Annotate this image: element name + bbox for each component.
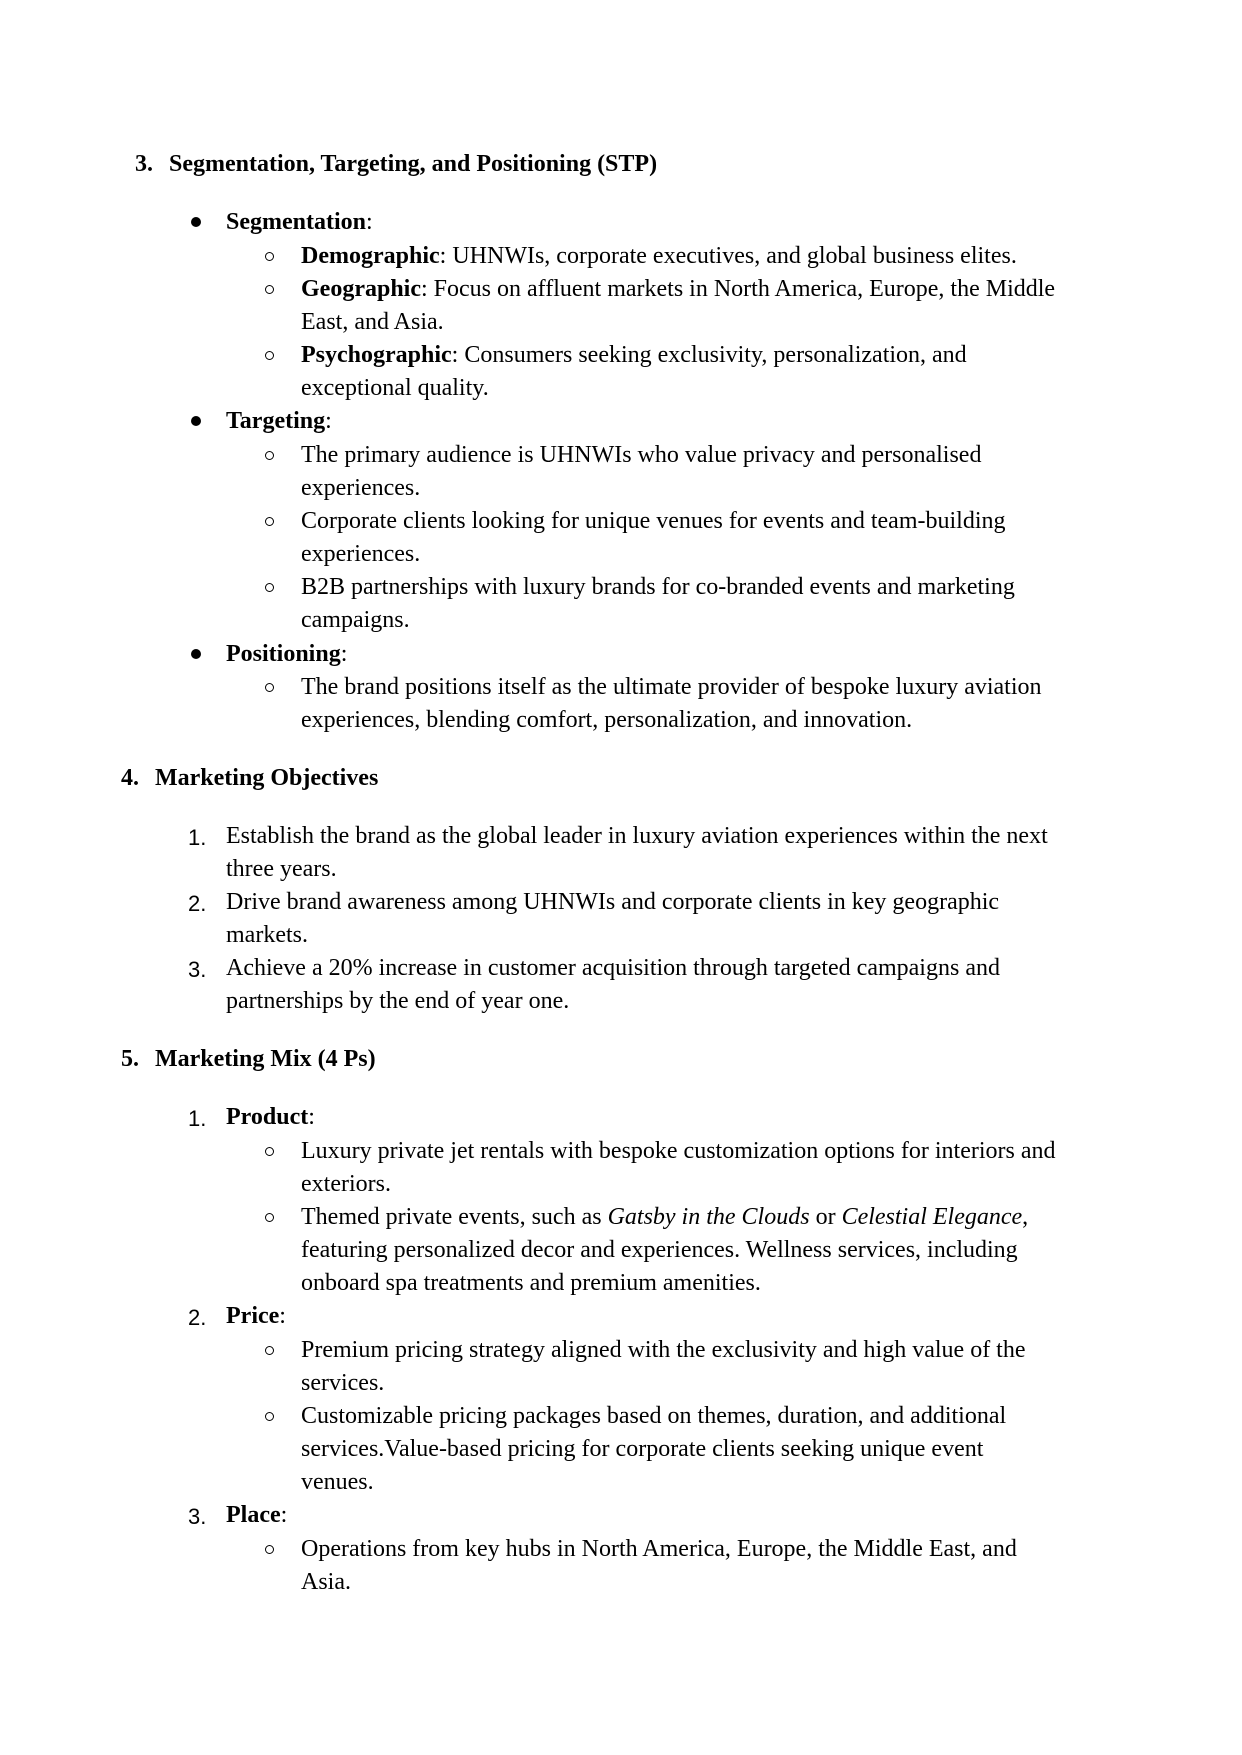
targeting-label: Targeting [226, 408, 326, 434]
product-item-2-pre: Themed private events, such as [301, 1204, 608, 1230]
price-item-2-cont-2: venues. [301, 1469, 374, 1495]
bullet-disc-icon [191, 217, 201, 227]
product-item-2-italic-2: Celestial Elegance [841, 1204, 1023, 1230]
product-item-2-post: , [1022, 1204, 1029, 1230]
section-3-number: 3. [135, 151, 153, 177]
targeting-item-2: Corporate clients looking for unique venues for events and team-building [301, 508, 1006, 534]
geographic-item-cont: East, and Asia. [301, 309, 444, 335]
positioning-label-line [226, 638, 347, 671]
targeting-item-2-cont: experiences. [301, 541, 421, 567]
bullet-circle-icon [265, 1213, 274, 1222]
place-item-1: Operations from key hubs in North America, Europe, the Middle East, and [301, 1536, 1017, 1562]
place-number: 3. [188, 1504, 207, 1529]
product-number: 1. [188, 1106, 207, 1131]
objective-2-cont: markets. [226, 922, 308, 948]
demographic-text: : UHNWIs, corporate executives, and global business elites. [439, 243, 1017, 269]
bullet-disc-icon [191, 416, 201, 426]
section-5-heading [121, 1043, 376, 1076]
section-4-number: 4. [121, 765, 139, 791]
bullet-circle-icon [265, 285, 274, 294]
segmentation-label: Segmentation [226, 209, 366, 235]
product-item-1: Luxury private jet rentals with bespoke customization options for interiors and [301, 1138, 1056, 1164]
bullet-circle-icon [265, 1147, 274, 1156]
product-label-line [226, 1101, 315, 1134]
targeting-item-3-cont: campaigns. [301, 607, 410, 633]
objective-2-number: 2. [188, 891, 207, 916]
geographic-label: Geographic [301, 276, 421, 302]
section-4-title: Marketing Objectives [155, 765, 379, 791]
segmentation-label-line [226, 206, 373, 239]
targeting-label-line [226, 405, 332, 438]
demographic-item [301, 240, 1017, 273]
targeting-item-3: B2B partnerships with luxury brands for co-branded events and marketing [301, 574, 1015, 600]
objective-3-number: 3. [188, 957, 207, 982]
price-item-2-cont: services.Value-based pricing for corporate clients seeking unique event [301, 1436, 984, 1462]
positioning-item-1-cont: experiences, blending comfort, personalization, and innovation. [301, 707, 913, 733]
demographic-label: Demographic [301, 243, 440, 269]
bullet-circle-icon [265, 252, 274, 261]
section-4-heading [121, 762, 378, 795]
price-item-1-cont: services. [301, 1370, 385, 1396]
targeting-item-1-cont: experiences. [301, 475, 421, 501]
bullet-circle-icon [265, 683, 274, 692]
targeting-item-1: The primary audience is UHNWIs who value privacy and personalised [301, 442, 982, 468]
product-label: Product [226, 1104, 309, 1130]
objective-1-cont: three years. [226, 856, 337, 882]
bullet-circle-icon [265, 1412, 274, 1421]
section-3-title: Segmentation, Targeting, and Positioning (STP) [169, 151, 658, 177]
product-item-2-mid: or [809, 1204, 842, 1230]
place-colon: : [280, 1502, 288, 1528]
positioning-label: Positioning [226, 641, 341, 667]
objective-1: Establish the brand as the global leader in luxury aviation experiences within the next [226, 823, 1048, 849]
price-label-line [226, 1300, 286, 1333]
geographic-item [301, 273, 1055, 306]
objective-3: Achieve a 20% increase in customer acquisition through targeted campaigns and [226, 955, 1000, 981]
bullet-circle-icon [265, 351, 274, 360]
bullet-circle-icon [265, 517, 274, 526]
price-colon: : [279, 1303, 286, 1329]
bullet-circle-icon [265, 1545, 274, 1554]
place-label: Place [226, 1502, 281, 1528]
psychographic-item-cont: exceptional quality. [301, 375, 489, 401]
product-item-2-italic-1: Gatsby in the Clouds [607, 1204, 810, 1230]
bullet-circle-icon [265, 451, 274, 460]
bullet-disc-icon [191, 649, 201, 659]
product-colon: : [308, 1104, 315, 1130]
price-label: Price [226, 1303, 280, 1329]
bullet-circle-icon [265, 1346, 274, 1355]
product-item-2-cont-2: onboard spa treatments and premium amenities. [301, 1270, 761, 1296]
section-5-title: Marketing Mix (4 Ps) [155, 1046, 376, 1072]
segmentation-colon: : [366, 209, 373, 235]
psychographic-item [301, 339, 967, 372]
product-item-2-cont: featuring personalized decor and experiences. Wellness services, including [301, 1237, 1018, 1263]
price-item-1: Premium pricing strategy aligned with the exclusivity and high value of the [301, 1337, 1026, 1363]
section-3-heading [135, 148, 657, 181]
price-number: 2. [188, 1305, 207, 1330]
objective-1-number: 1. [188, 825, 207, 850]
price-item-2: Customizable pricing packages based on themes, duration, and additional [301, 1403, 1007, 1429]
objective-2: Drive brand awareness among UHNWIs and corporate clients in key geographic [226, 889, 1000, 915]
psychographic-text: : Consumers seeking exclusivity, personalization, and [451, 342, 967, 368]
positioning-item-1: The brand positions itself as the ultimate provider of bespoke luxury aviation [301, 674, 1042, 700]
positioning-colon: : [340, 641, 348, 667]
psychographic-label: Psychographic [301, 342, 452, 368]
bullet-circle-icon [265, 583, 274, 592]
place-item-1-cont: Asia. [301, 1569, 351, 1595]
targeting-colon: : [325, 408, 332, 434]
section-5-number: 5. [121, 1046, 139, 1072]
objective-3-cont: partnerships by the end of year one. [226, 988, 570, 1014]
product-item-2 [301, 1201, 1028, 1234]
product-item-1-cont: exteriors. [301, 1171, 391, 1197]
geographic-text: : Focus on affluent markets in North America, Europe, the Middle [421, 276, 1056, 302]
place-label-line [226, 1499, 287, 1532]
